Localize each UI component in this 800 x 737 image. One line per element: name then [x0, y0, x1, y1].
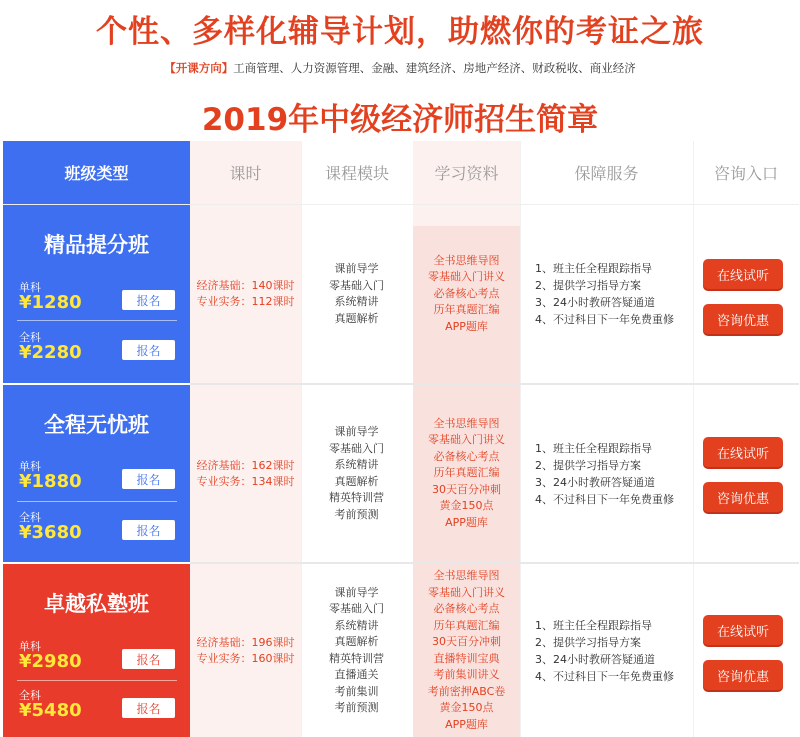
enroll-button[interactable]: 报名	[122, 469, 175, 489]
price-single	[17, 279, 177, 325]
price-label: 全科	[19, 331, 41, 344]
headline: 个性、多样化辅导计划，助燃你的考证之旅	[96, 14, 704, 50]
header-hours: 课时	[190, 141, 301, 205]
class-services: 1、班主任全程跟踪指导 2、提供学习指导方案 3、24小时教研答疑通道 4、不过科目下一年免费重修	[535, 618, 674, 683]
class-row-2	[3, 385, 190, 562]
price-value: ¥3680	[19, 522, 82, 543]
price-full	[17, 329, 177, 375]
header-materials: 学习资料	[413, 141, 520, 205]
class-actions	[694, 564, 799, 737]
class-hours: 经济基础：162课时 专业实务：134课时	[196, 458, 295, 488]
class-name: 卓越私塾班	[44, 592, 149, 616]
consult-discount-button[interactable]: 咨询优惠	[703, 304, 783, 334]
class-name: 精品提分班	[44, 233, 149, 257]
class-actions	[694, 385, 799, 562]
class-modules: 课前导学 零基础入门 系统精讲 真题解析 精英特训营 直播通关 考前集训 考前预测	[329, 585, 384, 714]
class-hours: 经济基础：140课时 专业实务：112课时	[196, 279, 295, 308]
enroll-button[interactable]: 报名	[122, 649, 175, 669]
page-title: 2019年中级经济师招生简章	[201, 102, 599, 138]
class-materials: 全书思维导图 零基础入门讲义 必备核心考点 历年真题汇编 30天百分冲刺 黄金150点 APP题库	[428, 416, 505, 529]
class-table	[3, 141, 799, 737]
price-single	[17, 458, 177, 504]
price-label: 单科	[19, 281, 41, 294]
class-hours: 经济基础：196课时 专业实务：160课时	[196, 635, 295, 665]
class-materials: 全书思维导图 零基础入门讲义 必备核心考点 历年真题汇编 APP题库	[428, 253, 505, 333]
price-label: 单科	[19, 460, 41, 473]
enroll-button[interactable]: 报名	[122, 290, 175, 310]
price-label: 全科	[19, 511, 41, 524]
consult-discount-button[interactable]: 咨询优惠	[703, 482, 783, 512]
price-full	[17, 687, 177, 733]
header-services: 保障服务	[520, 141, 693, 205]
course-direction-tag: 【开课方向】	[164, 61, 234, 75]
class-services: 1、班主任全程跟踪指导 2、提供学习指导方案 3、24小时教研答疑通道 4、不过科目下一年免费重修	[535, 441, 674, 506]
price-value: ¥5480	[19, 700, 82, 721]
course-direction	[0, 60, 800, 76]
price-label: 单科	[19, 640, 41, 653]
enroll-button[interactable]: 报名	[122, 698, 175, 718]
class-services: 1、班主任全程跟踪指导 2、提供学习指导方案 3、24小时教研答疑通道 4、不过科目下一年免费重修	[535, 262, 674, 326]
price-value: ¥2280	[19, 342, 82, 363]
header-consult: 咨询入口	[693, 141, 799, 205]
class-row-1	[3, 205, 190, 383]
class-materials: 全书思维导图 零基础入门讲义 必备核心考点 历年真题汇编 30天百分冲刺 直播特训宝典 考前集训讲义 考前密押ABC卷 黄金150点 APP题库	[427, 569, 506, 731]
price-full	[17, 509, 177, 555]
class-name: 全程无忧班	[44, 413, 149, 437]
online-trial-button[interactable]: 在线试听	[703, 615, 783, 645]
online-trial-button[interactable]: 在线试听	[703, 437, 783, 467]
class-actions	[694, 205, 799, 383]
consult-discount-button[interactable]: 咨询优惠	[703, 660, 783, 690]
class-modules: 课前导学 零基础入门 系统精讲 真题解析	[329, 262, 384, 325]
enroll-button[interactable]: 报名	[122, 340, 175, 360]
price-value: ¥1280	[19, 292, 82, 313]
enroll-button[interactable]: 报名	[122, 520, 175, 540]
online-trial-button[interactable]: 在线试听	[703, 259, 783, 289]
course-direction-text: 工商管理、人力资源管理、金融、建筑经济、房地产经济、财政税收、商业经济	[233, 61, 636, 75]
header-class-type: 班级类型	[3, 141, 190, 205]
price-label: 全科	[19, 689, 41, 702]
price-value: ¥2980	[19, 651, 82, 672]
header-modules: 课程模块	[301, 141, 413, 205]
price-value: ¥1880	[19, 471, 82, 492]
price-single	[17, 638, 177, 684]
class-row-3	[3, 564, 190, 737]
class-modules: 课前导学 零基础入门 系统精讲 真题解析 精英特训营 考前预测	[329, 425, 384, 521]
